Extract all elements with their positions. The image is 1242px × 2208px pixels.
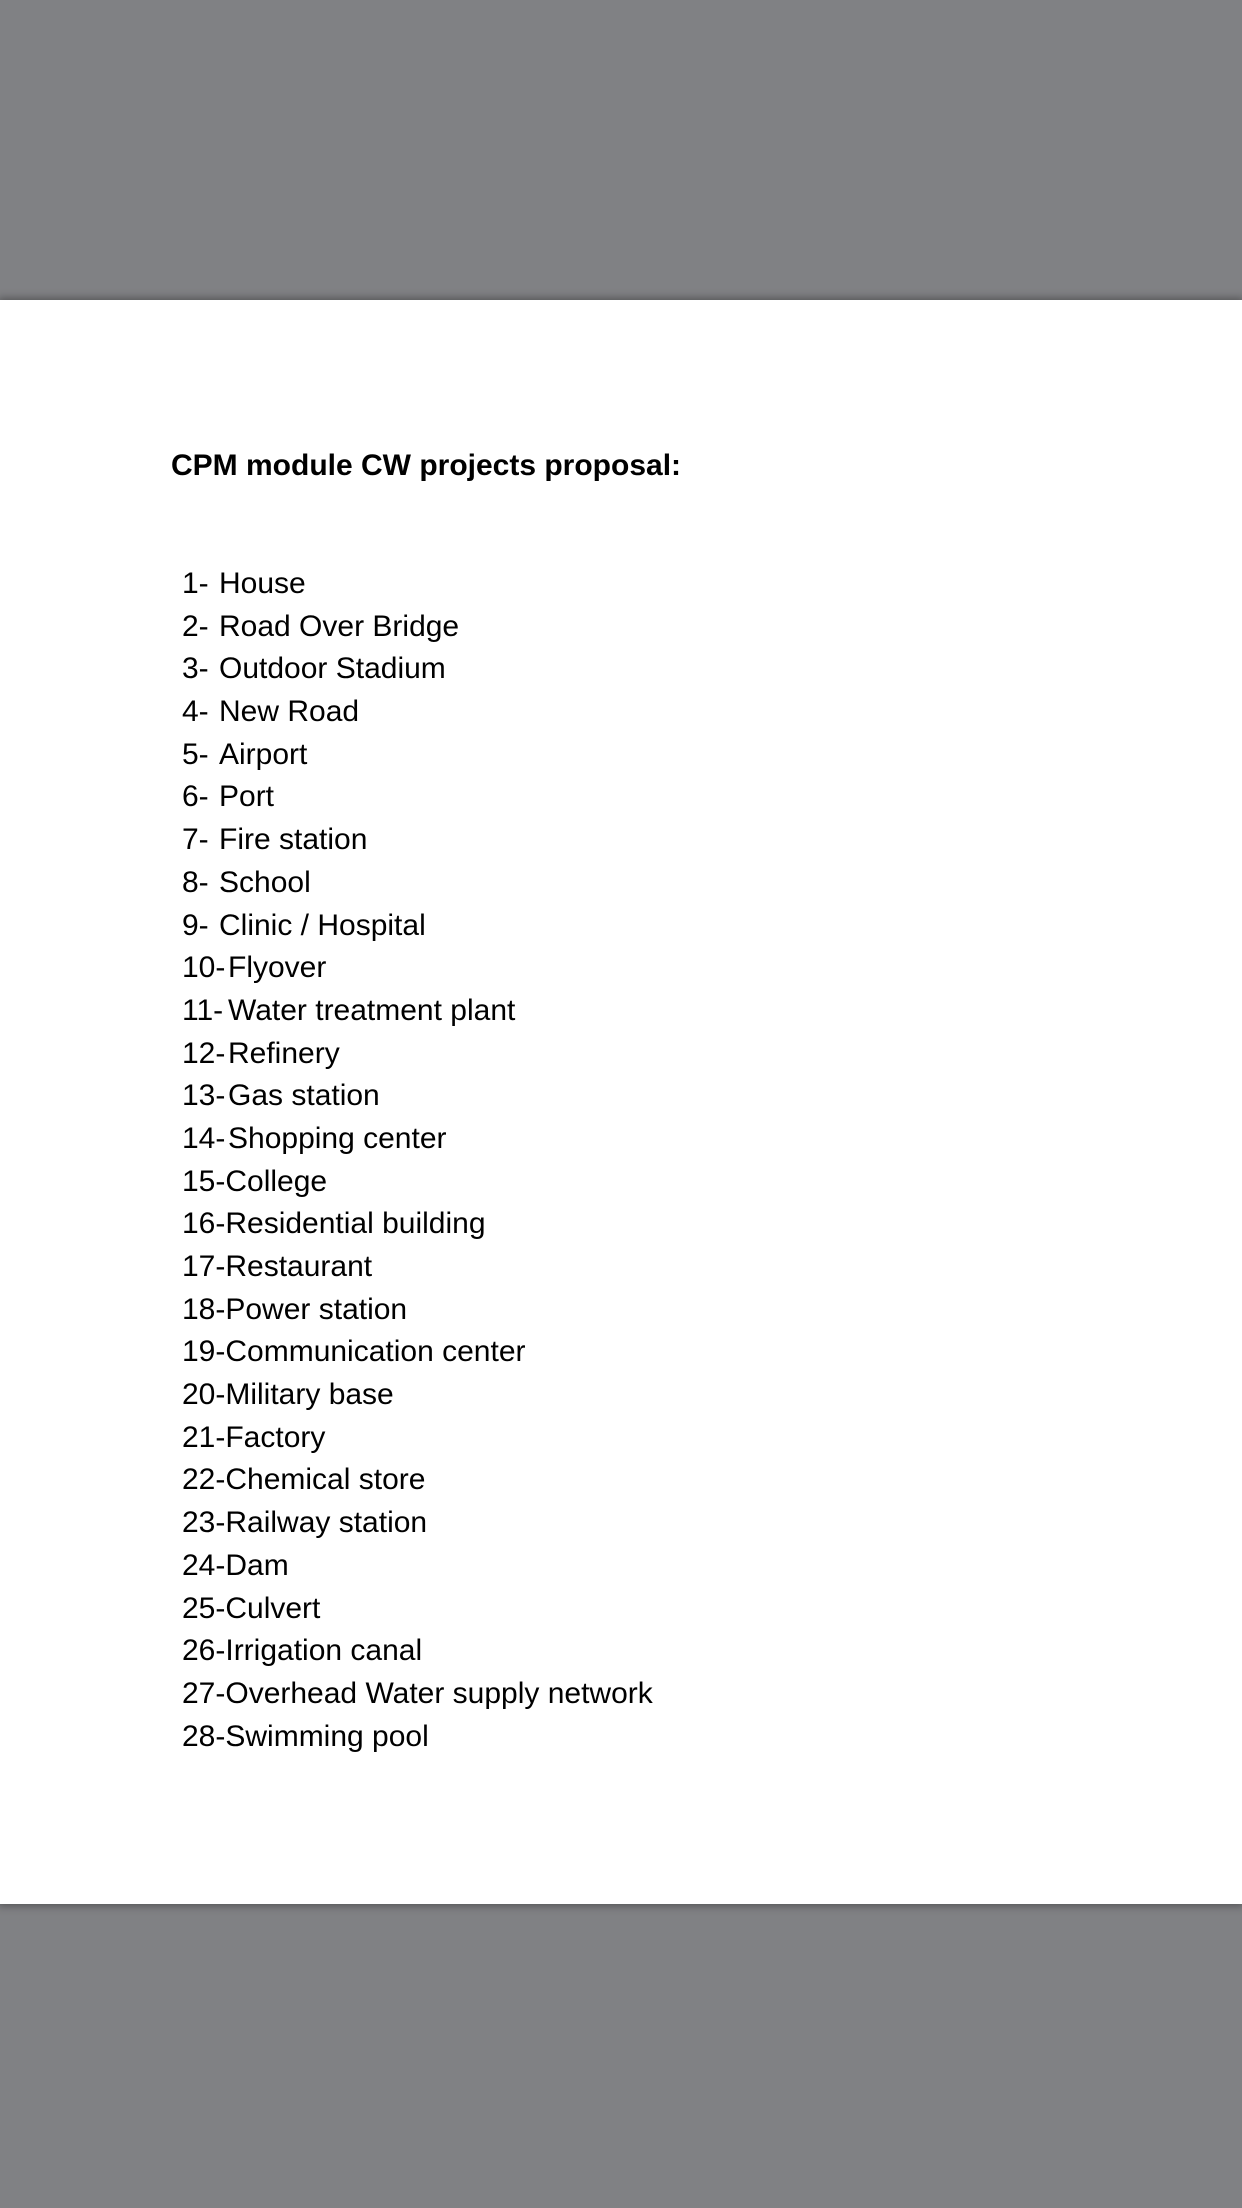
list-item-number: 28-	[182, 1719, 226, 1753]
list-item-number: 5-	[182, 737, 209, 771]
list-item-number: 3-	[182, 652, 209, 686]
list-item-number: 10-	[182, 951, 226, 985]
list-item-number: 26-	[182, 1634, 226, 1668]
list-item-label: School	[219, 865, 311, 899]
list-item	[182, 905, 653, 948]
list-item	[182, 947, 653, 990]
list-item	[182, 691, 653, 734]
list-item	[182, 648, 653, 691]
list-item-number: 15-	[182, 1164, 226, 1198]
list-item	[182, 1161, 653, 1204]
list-item-number: 13-	[182, 1079, 226, 1113]
list-item	[182, 1716, 653, 1759]
list-item-number: 8-	[182, 865, 209, 899]
list-item-number: 17-	[182, 1250, 226, 1283]
list-item-label: Shopping center	[228, 1121, 447, 1155]
list-item-number: 12-	[182, 1036, 226, 1070]
list-item	[182, 1459, 653, 1502]
list-item-label: Airport	[219, 737, 308, 771]
list-item-label: Flyover	[228, 951, 327, 985]
list-item	[182, 1588, 653, 1631]
list-item-label: Chemical store	[225, 1463, 426, 1497]
list-item	[182, 1545, 653, 1588]
list-item-number: 25-	[182, 1591, 226, 1625]
list-item	[182, 1331, 653, 1374]
list-item-label: New Road	[219, 695, 360, 729]
list-item-number: 6-	[182, 780, 209, 814]
list-item-label: Military base	[225, 1378, 394, 1412]
document-title: CPM module CW projects proposal:	[171, 449, 682, 482]
list-item-label: Culvert	[225, 1591, 321, 1625]
list-item-label: Overhead Water supply network	[225, 1676, 653, 1710]
list-item	[182, 776, 653, 819]
list-item	[182, 563, 653, 606]
list-item	[182, 1417, 653, 1460]
list-item-label: Refinery	[228, 1036, 340, 1070]
list-item-number: 14-	[182, 1121, 226, 1155]
project-list	[182, 563, 653, 1758]
list-item-number: 9-	[182, 908, 209, 942]
list-item	[182, 819, 653, 862]
list-item-number: 21-	[182, 1420, 226, 1454]
list-item-number: 18-	[182, 1292, 226, 1326]
list-item-number: 27-	[182, 1676, 226, 1710]
list-item-label: House	[219, 567, 306, 600]
list-item	[182, 1075, 653, 1118]
list-item-label: Outdoor Stadium	[219, 652, 446, 686]
list-item	[182, 1502, 653, 1545]
list-item-label: Restaurant	[225, 1250, 373, 1283]
list-item-label: Communication center	[225, 1335, 526, 1369]
list-item-label: Road Over Bridge	[219, 609, 460, 643]
list-item-label: Dam	[225, 1548, 289, 1582]
list-item	[182, 1289, 653, 1332]
list-item-label: Residential building	[225, 1207, 486, 1241]
list-item	[182, 1374, 653, 1417]
list-item	[182, 862, 653, 905]
list-item-label: College	[225, 1164, 328, 1198]
list-item-label: Power station	[225, 1292, 408, 1326]
list-item-number: 22-	[182, 1463, 226, 1497]
list-item-label: Swimming pool	[225, 1719, 429, 1753]
list-item-label: Railway station	[225, 1506, 428, 1540]
list-item	[182, 1630, 653, 1673]
list-item	[182, 1118, 653, 1161]
list-item	[182, 1203, 653, 1246]
list-item-label: Gas station	[228, 1079, 380, 1113]
list-item-number: 1-	[182, 567, 209, 600]
list-item-number: 23-	[182, 1506, 226, 1540]
list-item	[182, 606, 653, 649]
list-item-label: Clinic / Hospital	[219, 908, 426, 942]
list-item	[182, 1246, 653, 1289]
list-item-number: 16-	[182, 1207, 226, 1241]
list-item-label: Water treatment plant	[228, 993, 516, 1027]
list-item-number: 11-	[182, 993, 224, 1027]
list-item-number: 24-	[182, 1548, 226, 1582]
list-item-label: Fire station	[219, 823, 368, 857]
list-item-number: 20-	[182, 1378, 226, 1412]
list-item-number: 2-	[182, 609, 209, 643]
list-item-label: Factory	[225, 1420, 326, 1454]
list-item	[182, 1033, 653, 1076]
document-page	[0, 300, 1242, 1904]
list-item-number: 19-	[182, 1335, 226, 1369]
list-item-number: 7-	[182, 823, 209, 857]
list-item-label: Port	[219, 780, 275, 814]
list-item	[182, 990, 653, 1033]
list-item	[182, 734, 653, 777]
list-item-label: Irrigation canal	[225, 1634, 423, 1668]
list-item	[182, 1673, 653, 1716]
list-item-number: 4-	[182, 695, 209, 729]
